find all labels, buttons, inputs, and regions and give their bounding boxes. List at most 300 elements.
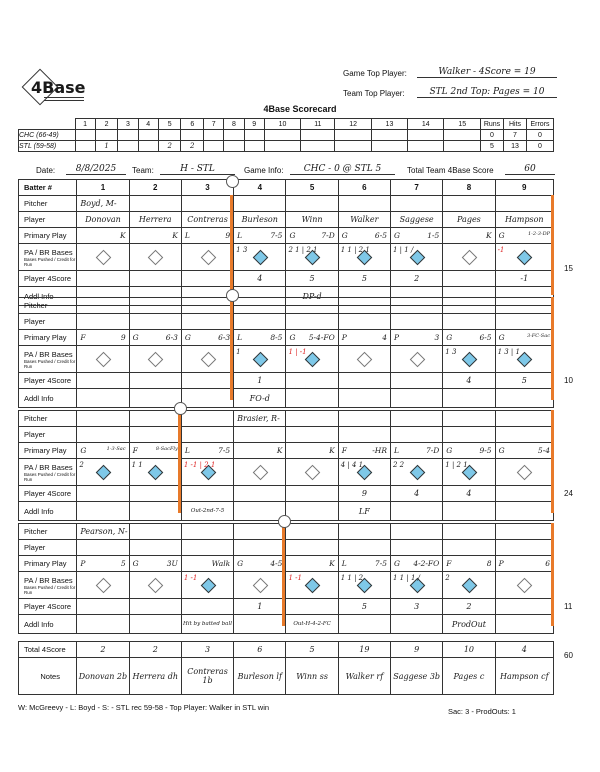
inning-cell: 1: [95, 141, 118, 152]
addl-info-cell: LF: [338, 502, 390, 521]
inning-cell: [301, 130, 335, 141]
addl-info-cell: [286, 389, 338, 408]
base-diamond-icon: [96, 465, 112, 481]
inning-end-marker: [551, 297, 554, 400]
player-4score-cell: [234, 486, 286, 502]
base-diamond-icon: [253, 578, 269, 594]
pa-br-cell: [286, 572, 338, 599]
player-4score-cell: 4: [391, 486, 443, 502]
pitcher-cell: [286, 196, 338, 212]
primary-play-cell: [286, 228, 338, 244]
addl-info-label: Addl Info: [19, 502, 77, 521]
primary-play-cell: [286, 330, 338, 346]
play-type: P: [394, 333, 400, 342]
player-name: Saggese: [391, 212, 443, 228]
primary-play-cell: [443, 556, 495, 572]
player-name: [129, 540, 181, 556]
pitcher-cell: [443, 196, 495, 212]
primary-play-cell: [234, 443, 286, 459]
pa-br-cell: [338, 346, 390, 373]
bases-notation: 2: [445, 574, 450, 582]
pitcher-cell: [286, 411, 338, 427]
base-diamond-icon: [148, 250, 164, 266]
inning-cell: [335, 141, 371, 152]
player-name: [77, 427, 129, 443]
pa-br-row: [19, 244, 554, 271]
pa-br-cell: [234, 572, 286, 599]
pa-br-label: [19, 346, 77, 373]
player-4score-cell: [286, 599, 338, 615]
play-detail: 1-5: [427, 231, 440, 240]
pa-br-cell: [129, 346, 181, 373]
play-detail: 5-4-FO: [308, 333, 335, 342]
primary-play-cell: [391, 330, 443, 346]
play-type: G: [132, 559, 139, 568]
base-diamond-icon: [200, 352, 216, 368]
inning-end-marker: [282, 523, 285, 626]
inning-header: 2: [95, 119, 118, 130]
base-diamond-icon: [462, 352, 478, 368]
inning-cell: [118, 141, 138, 152]
play-detail: 4-5: [270, 559, 283, 568]
pa-br-cell: [234, 459, 286, 486]
total-4score-cell: 19: [338, 642, 390, 658]
player-name: Winn: [286, 212, 338, 228]
base-diamond-icon: [409, 352, 425, 368]
pitcher-name: Brasier, R-: [234, 411, 286, 427]
player-name: [129, 427, 181, 443]
scorecard-block: [18, 297, 554, 408]
player-4score-cell: [77, 373, 129, 389]
pa-br-cell: [286, 346, 338, 373]
pitcher-label: Pitcher: [19, 524, 77, 540]
inning-cell: [204, 141, 224, 152]
player-4score-row: [19, 271, 554, 287]
batter-number: 3: [181, 180, 233, 196]
player-label: Player: [19, 540, 77, 556]
primary-play-cell: [286, 443, 338, 459]
player-name: [181, 314, 233, 330]
pa-br-subtitle: Bases Pushed / Credit for Run: [24, 471, 76, 482]
play-type: G: [498, 231, 505, 240]
play-detail: 9-5: [479, 446, 492, 455]
total-4score-cell: 10: [443, 642, 495, 658]
pa-br-cell: [443, 244, 495, 271]
primary-play-cell: [234, 228, 286, 244]
inning-cell: [224, 141, 244, 152]
pa-br-cell: [77, 346, 129, 373]
player-4score-cell: [181, 486, 233, 502]
bases-notation: 1 3 | 1: [497, 348, 520, 356]
pa-br-cell: [495, 459, 553, 486]
addl-info-cell: [338, 389, 390, 408]
primary-play-cell: [77, 556, 129, 572]
batter-number: 4: [234, 180, 286, 196]
player-name: [234, 540, 286, 556]
game-top-player-value: Walker - 4Score = 19: [417, 67, 557, 78]
date-label: Date:: [36, 166, 56, 175]
player-4score-cell: 3: [391, 599, 443, 615]
pa-br-cell: [286, 244, 338, 271]
pa-br-cell: [234, 244, 286, 271]
pa-br-title: PA / BR Bases: [24, 575, 73, 585]
total-4score-cell: 4: [495, 642, 553, 658]
addl-info-cell: [129, 502, 181, 521]
scorecard-block: [18, 410, 554, 521]
addl-info-row: [19, 615, 554, 634]
pa-br-cell: [129, 244, 181, 271]
addl-info-cell: [286, 502, 338, 521]
play-detail: K: [329, 446, 335, 455]
batter-number: 1: [77, 180, 129, 196]
player-4score-cell: [77, 486, 129, 502]
pitcher-cell: [338, 411, 390, 427]
primary-play-label: Primary Play: [19, 228, 77, 244]
pitcher-cell: [234, 524, 286, 540]
player-4score-cell: 1: [234, 373, 286, 389]
addl-info-cell: [77, 389, 129, 408]
play-detail: 8-5: [270, 333, 283, 342]
block-total: 10: [564, 376, 573, 385]
inning-cell: [408, 141, 444, 152]
player-4score-label: Player 4Score: [19, 271, 77, 287]
base-diamond-icon: [200, 578, 216, 594]
footer-stats: Sac: 3 - ProdOuts: 1: [448, 707, 516, 716]
inning-cell: 2: [158, 141, 181, 152]
pa-br-cell: [338, 572, 390, 599]
pitcher-cell: [443, 298, 495, 314]
player-row: [19, 540, 554, 556]
hits-header: Hits: [504, 119, 527, 130]
player-4score-cell: [77, 271, 129, 287]
primary-play-label: Primary Play: [19, 330, 77, 346]
inning-end-marker: [551, 195, 554, 295]
inning-header: 1: [75, 119, 95, 130]
pa-br-subtitle: Bases Pushed / Credit for Run: [24, 584, 76, 595]
player-name: Burleson: [234, 212, 286, 228]
play-detail: K: [119, 231, 126, 240]
pitcher-row: [19, 411, 554, 427]
notes-cell: Walker rf: [338, 658, 390, 695]
pitcher-cell: [286, 524, 338, 540]
bases-notation: 1 -1 | 2 1: [183, 461, 216, 469]
play-detail: 8: [486, 559, 492, 568]
player-name: [338, 314, 390, 330]
player-4score-cell: [286, 486, 338, 502]
base-diamond-icon: [517, 465, 533, 481]
pa-br-row: [19, 346, 554, 373]
play-type: G: [446, 446, 453, 455]
bases-notation: 1 -1: [183, 574, 198, 582]
player-4score-cell: [77, 599, 129, 615]
inning-cell: [301, 141, 335, 152]
pitcher-cell: [129, 196, 181, 212]
play-detail: 6-5: [374, 231, 387, 240]
primary-play-cell: [234, 330, 286, 346]
player-4score-cell: 9: [338, 486, 390, 502]
primary-play-cell: [338, 556, 390, 572]
play-detail: 3: [434, 333, 440, 342]
play-detail: K: [172, 231, 178, 240]
play-detail: 8-SacFly: [155, 446, 178, 452]
addl-info-cell: [443, 389, 495, 408]
inning-cell: [224, 130, 244, 141]
errors-header: Errors: [527, 119, 554, 130]
play-type: L: [184, 231, 190, 240]
inning-header: 10: [264, 119, 300, 130]
batter-number: 2: [129, 180, 181, 196]
linescore-row-away: [19, 130, 554, 141]
player-name: [338, 427, 390, 443]
player-4score-cell: 4: [234, 271, 286, 287]
primary-play-cell: [181, 556, 233, 572]
player-4score-cell: 4: [443, 486, 495, 502]
player-name: Donovan: [77, 212, 129, 228]
addl-info-cell: [77, 615, 129, 634]
play-detail: 9: [225, 231, 231, 240]
batter-number: 7: [391, 180, 443, 196]
inning-end-marker: [178, 410, 181, 513]
notes-cell: Herrera dh: [129, 658, 181, 695]
total-score-label: Total Team 4Base Score: [407, 166, 494, 175]
player-4score-cell: [338, 373, 390, 389]
primary-play-cell: [338, 443, 390, 459]
addl-info-cell: [338, 615, 390, 634]
notes-cell: Pages c: [443, 658, 495, 695]
team-name: STL (59-58): [19, 141, 76, 152]
player-name: [495, 427, 553, 443]
player-4score-cell: [495, 599, 553, 615]
pitcher-cell: [129, 411, 181, 427]
inning-header: 4: [138, 119, 158, 130]
play-type: G: [341, 231, 348, 240]
player-name: [234, 314, 286, 330]
bases-notation: 1 | -1: [288, 348, 307, 356]
notes-cell: Burleson lf: [234, 658, 286, 695]
total-4score-label: Total 4Score: [19, 642, 77, 658]
inning-header: 3: [118, 119, 138, 130]
pitcher-name: Boyd, M-: [77, 196, 129, 212]
block-total: 15: [564, 264, 573, 273]
primary-play-cell: [286, 556, 338, 572]
inning-cell: [444, 130, 481, 141]
pitcher-cell: [495, 298, 553, 314]
inning-cell: [264, 130, 300, 141]
pitcher-cell: [338, 298, 390, 314]
player-label: Player: [19, 314, 77, 330]
player-name: Walker: [338, 212, 390, 228]
pa-br-cell: [181, 459, 233, 486]
player-name: [391, 540, 443, 556]
player-name: [338, 540, 390, 556]
inning-circle-icon: [226, 289, 239, 302]
pa-br-cell: [129, 459, 181, 486]
primary-play-cell: [338, 330, 390, 346]
addl-info-cell: DP-d: [286, 287, 338, 306]
linescore-header-row: [19, 119, 554, 130]
play-type: G: [132, 333, 139, 342]
play-detail: K: [329, 559, 335, 568]
play-detail: 7-5: [374, 559, 387, 568]
pitcher-row: [19, 298, 554, 314]
play-type: G: [237, 559, 244, 568]
pitcher-name: Pearson, N-: [77, 524, 129, 540]
play-type: P: [498, 559, 504, 568]
pitcher-cell: [77, 411, 129, 427]
primary-play-cell: [234, 556, 286, 572]
player-name: [443, 540, 495, 556]
pitcher-cell: [495, 411, 553, 427]
pa-br-cell: [495, 244, 553, 271]
inning-header: 12: [335, 119, 371, 130]
pa-br-cell: [77, 244, 129, 271]
total-4score-cell: 5: [286, 642, 338, 658]
batter-number: 9: [495, 180, 553, 196]
player-name: [234, 427, 286, 443]
pitcher-cell: [495, 196, 553, 212]
pitcher-cell: [181, 298, 233, 314]
pa-br-title: PA / BR Bases: [24, 349, 73, 359]
inning-cell: [244, 141, 264, 152]
game-info-label: Game Info:: [244, 166, 284, 175]
primary-play-cell: [77, 330, 129, 346]
player-4score-cell: 5: [338, 271, 390, 287]
notes-cell: Donovan 2b: [77, 658, 129, 695]
play-detail: 1-3-Sac: [106, 446, 126, 452]
base-diamond-icon: [148, 352, 164, 368]
team-errors: 0: [527, 141, 554, 152]
pitcher-cell: [443, 524, 495, 540]
pitcher-cell: [181, 524, 233, 540]
primary-play-row: [19, 228, 554, 244]
block-total: 11: [564, 602, 573, 611]
pa-br-cell: [181, 346, 233, 373]
pa-br-cell: [443, 572, 495, 599]
addl-info-cell: [181, 389, 233, 408]
inning-header: 15: [444, 119, 481, 130]
inning-end-marker: [551, 523, 554, 626]
base-diamond-icon: [305, 352, 321, 368]
player-4score-cell: [129, 599, 181, 615]
primary-play-cell: [181, 228, 233, 244]
pitcher-cell: [234, 298, 286, 314]
bases-notation: 2: [79, 461, 84, 469]
inning-circle-icon: [226, 175, 239, 188]
inning-cell: [138, 130, 158, 141]
pa-br-cell: [77, 572, 129, 599]
play-type: P: [80, 559, 86, 568]
play-detail: 1-2-3-DP: [528, 231, 550, 237]
pitcher-cell: [129, 524, 181, 540]
player-name: Pages: [443, 212, 495, 228]
play-type: L: [341, 559, 347, 568]
base-diamond-icon: [517, 578, 533, 594]
player-label: Player: [19, 427, 77, 443]
play-type: L: [237, 231, 243, 240]
bases-notation: 2 2: [393, 461, 405, 469]
addl-info-row: [19, 389, 554, 408]
bases-notation: 1 1 | 1 /: [393, 574, 420, 582]
pitcher-cell: [181, 196, 233, 212]
player-4score-cell: [181, 271, 233, 287]
primary-play-cell: [129, 443, 181, 459]
team-runs: 5: [481, 141, 504, 152]
primary-play-cell: [391, 556, 443, 572]
addl-info-label: Addl Info: [19, 615, 77, 634]
base-diamond-icon: [253, 250, 269, 266]
primary-play-cell: [443, 443, 495, 459]
pa-br-cell: [391, 459, 443, 486]
play-detail: 5-4: [537, 446, 550, 455]
scorecard-block: [18, 641, 554, 695]
addl-info-cell: [129, 615, 181, 634]
pa-br-cell: [443, 459, 495, 486]
play-detail: 7-D: [425, 446, 440, 455]
play-detail: K: [276, 446, 283, 455]
player-name: [495, 314, 553, 330]
addl-info-cell: [495, 502, 553, 521]
notes-label: Notes: [19, 658, 77, 695]
team-top-player-value: STL 2nd Top: Pages = 10: [417, 87, 557, 98]
primary-play-row: [19, 556, 554, 572]
inning-cell: [444, 141, 481, 152]
player-name: [443, 427, 495, 443]
player-4score-cell: [391, 373, 443, 389]
pa-br-cell: [181, 572, 233, 599]
play-detail: 3U: [166, 559, 178, 568]
player-4score-cell: [443, 271, 495, 287]
notes-cell: Hampson cf: [495, 658, 553, 695]
player-4score-row: [19, 486, 554, 502]
pitcher-cell: [391, 524, 443, 540]
primary-play-row: [19, 330, 554, 346]
pitcher-cell: [338, 524, 390, 540]
primary-play-cell: [77, 443, 129, 459]
base-diamond-icon: [96, 250, 112, 266]
player-name: [391, 314, 443, 330]
player-name: Herrera: [129, 212, 181, 228]
game-top-player-label: Game Top Player:: [343, 69, 407, 78]
base-diamond-icon: [305, 465, 321, 481]
linescore-table: [18, 118, 554, 152]
primary-play-row: [19, 443, 554, 459]
primary-play-cell: [443, 330, 495, 346]
batter-number: 6: [338, 180, 390, 196]
play-type: G: [289, 231, 296, 240]
base-diamond-icon: [148, 578, 164, 594]
player-4score-cell: [181, 373, 233, 389]
total-4score-cell: 6: [234, 642, 286, 658]
pa-br-cell: [338, 459, 390, 486]
team-errors: 0: [527, 130, 554, 141]
play-detail: 9: [120, 333, 126, 342]
pa-br-title: PA / BR Bases: [24, 247, 73, 257]
primary-play-label: Primary Play: [19, 443, 77, 459]
inning-cell: [371, 141, 407, 152]
play-detail: 5: [120, 559, 126, 568]
addl-info-cell: [129, 389, 181, 408]
play-detail: -HR: [372, 446, 387, 455]
play-type: G: [289, 333, 296, 342]
addl-info-cell: [391, 502, 443, 521]
play-type: F: [446, 559, 452, 568]
pitcher-cell: [443, 411, 495, 427]
notes-cell: Winn ss: [286, 658, 338, 695]
pitcher-cell: [181, 411, 233, 427]
bases-notation: 4 | 4 1: [340, 461, 364, 469]
player-4score-label: Player 4Score: [19, 599, 77, 615]
bases-notation: 1 1 | 2 1: [340, 246, 370, 254]
